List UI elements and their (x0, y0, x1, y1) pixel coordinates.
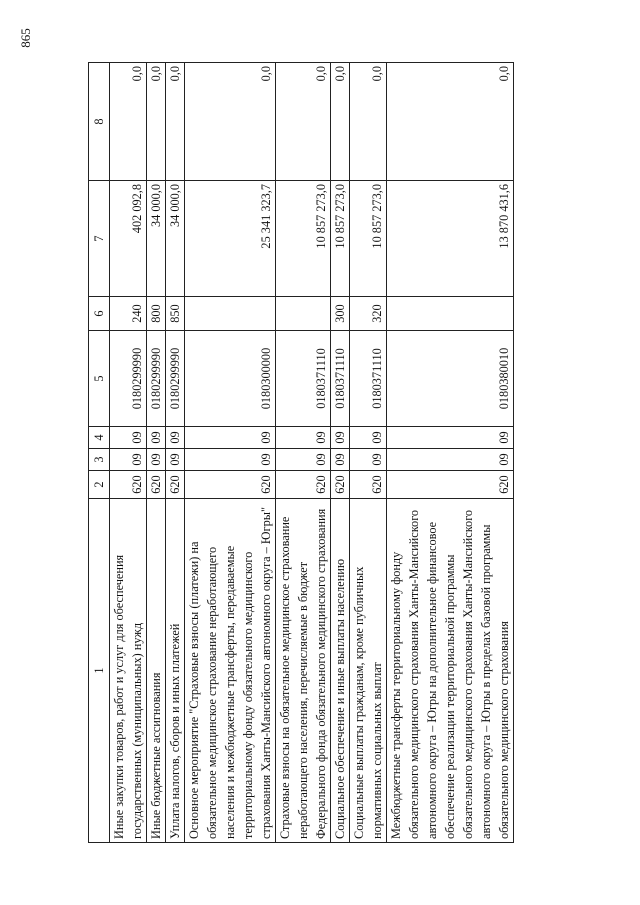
admin-code-cell: 620 (350, 471, 387, 499)
section-cell: 09 (185, 449, 276, 471)
table-row (350, 63, 387, 843)
target-article-cell: 0180299990 (166, 331, 185, 427)
section-cell: 09 (350, 449, 387, 471)
subsection-cell: 09 (350, 427, 387, 449)
amount-cell: 10 857 273,0 (276, 181, 331, 297)
expense-type-cell: 800 (147, 297, 166, 331)
column-header: 3 (89, 449, 110, 471)
table-header-row (89, 63, 110, 843)
admin-code-cell: 620 (147, 471, 166, 499)
amount-federal-cell: 0,0 (387, 63, 514, 181)
amount-federal-cell: 0,0 (185, 63, 276, 181)
subsection-cell: 09 (276, 427, 331, 449)
amount-cell: 13 870 431,6 (387, 181, 514, 297)
admin-code-cell: 620 (166, 471, 185, 499)
admin-code-cell: 620 (110, 471, 147, 499)
amount-federal-cell: 0,0 (276, 63, 331, 181)
target-article-cell: 0180371110 (350, 331, 387, 427)
subsection-cell: 09 (331, 427, 350, 449)
subsection-cell: 09 (147, 427, 166, 449)
amount-cell: 10 857 273,0 (350, 181, 387, 297)
table-row (276, 63, 331, 843)
section-cell: 09 (110, 449, 147, 471)
table-row (147, 63, 166, 843)
section-cell: 09 (331, 449, 350, 471)
target-article-cell: 0180299990 (147, 331, 166, 427)
row-name-cell: Межбюджетные трансферты территориальному фонду обязательного медицинского страхования Ханты-Мансийского автономного округа – Югры на дополнительное финансовое обеспечение реализации территориальной программы обязательного медицинского страхования Ханты-Мансийского автономного округа – Югры в пределах базовой программы обязательного медицинского страхования (387, 499, 514, 843)
row-name-cell: Страховые взносы на обязательное медицинское страхование неработающего населения, перечисляемые в бюджет Федерального фонда обязательного медицинского страхования (276, 499, 331, 843)
rotated-page-content (88, 63, 606, 843)
amount-federal-cell: 0,0 (166, 63, 185, 181)
target-article-cell: 0180380010 (387, 331, 514, 427)
table-row (387, 63, 514, 843)
section-cell: 09 (387, 449, 514, 471)
table-row (331, 63, 350, 843)
expense-type-cell: 850 (166, 297, 185, 331)
row-name-cell: Иные закупки товаров, работ и услуг для обеспечения государственных (муниципальных) нужд (110, 499, 147, 843)
expense-type-cell: 320 (350, 297, 387, 331)
budget-table (88, 62, 514, 843)
expense-type-cell (185, 297, 276, 331)
subsection-cell: 09 (185, 427, 276, 449)
admin-code-cell: 620 (276, 471, 331, 499)
section-cell: 09 (147, 449, 166, 471)
row-name-cell: Социальные выплаты гражданам, кроме публичных нормативных социальных выплат (350, 499, 387, 843)
admin-code-cell: 620 (185, 471, 276, 499)
expense-type-cell: 240 (110, 297, 147, 331)
table-row (166, 63, 185, 843)
table-row (185, 63, 276, 843)
expense-type-cell: 300 (331, 297, 350, 331)
admin-code-cell: 620 (387, 471, 514, 499)
amount-federal-cell: 0,0 (147, 63, 166, 181)
amount-cell: 34 000,0 (166, 181, 185, 297)
column-header: 1 (89, 499, 110, 843)
row-name-cell: Иные бюджетные ассигнования (147, 499, 166, 843)
table-row (110, 63, 147, 843)
section-cell: 09 (276, 449, 331, 471)
expense-type-cell (276, 297, 331, 331)
column-header: 5 (89, 331, 110, 427)
target-article-cell: 0180371110 (331, 331, 350, 427)
amount-federal-cell: 0,0 (350, 63, 387, 181)
column-header: 2 (89, 471, 110, 499)
row-name-cell: Социальное обеспечение и иные выплаты населению (331, 499, 350, 843)
column-header: 6 (89, 297, 110, 331)
subsection-cell: 09 (110, 427, 147, 449)
row-name-cell: Уплата налогов, сборов и иных платежей (166, 499, 185, 843)
page-number: 865 (18, 28, 33, 48)
amount-cell: 10 857 273,0 (331, 181, 350, 297)
target-article-cell: 0180299990 (110, 331, 147, 427)
subsection-cell: 09 (387, 427, 514, 449)
column-header: 7 (89, 181, 110, 297)
amount-cell: 34 000,0 (147, 181, 166, 297)
expense-type-cell (387, 297, 514, 331)
target-article-cell: 0180300000 (185, 331, 276, 427)
section-cell: 09 (166, 449, 185, 471)
target-article-cell: 0180371110 (276, 331, 331, 427)
column-header: 8 (89, 63, 110, 181)
amount-federal-cell: 0,0 (331, 63, 350, 181)
amount-cell: 25 341 323,7 (185, 181, 276, 297)
column-header: 4 (89, 427, 110, 449)
subsection-cell: 09 (166, 427, 185, 449)
amount-cell: 402 092,8 (110, 181, 147, 297)
admin-code-cell: 620 (331, 471, 350, 499)
amount-federal-cell: 0,0 (110, 63, 147, 181)
row-name-cell: Основное мероприятие "Страховые взносы (платежи) на обязательное медицинское страхование неработающего населения и межбюджетные трансферты, передаваемые территориальному фонду обязательного медицинского страхования Ханты-Мансийского автономного округа – Югры" (185, 499, 276, 843)
